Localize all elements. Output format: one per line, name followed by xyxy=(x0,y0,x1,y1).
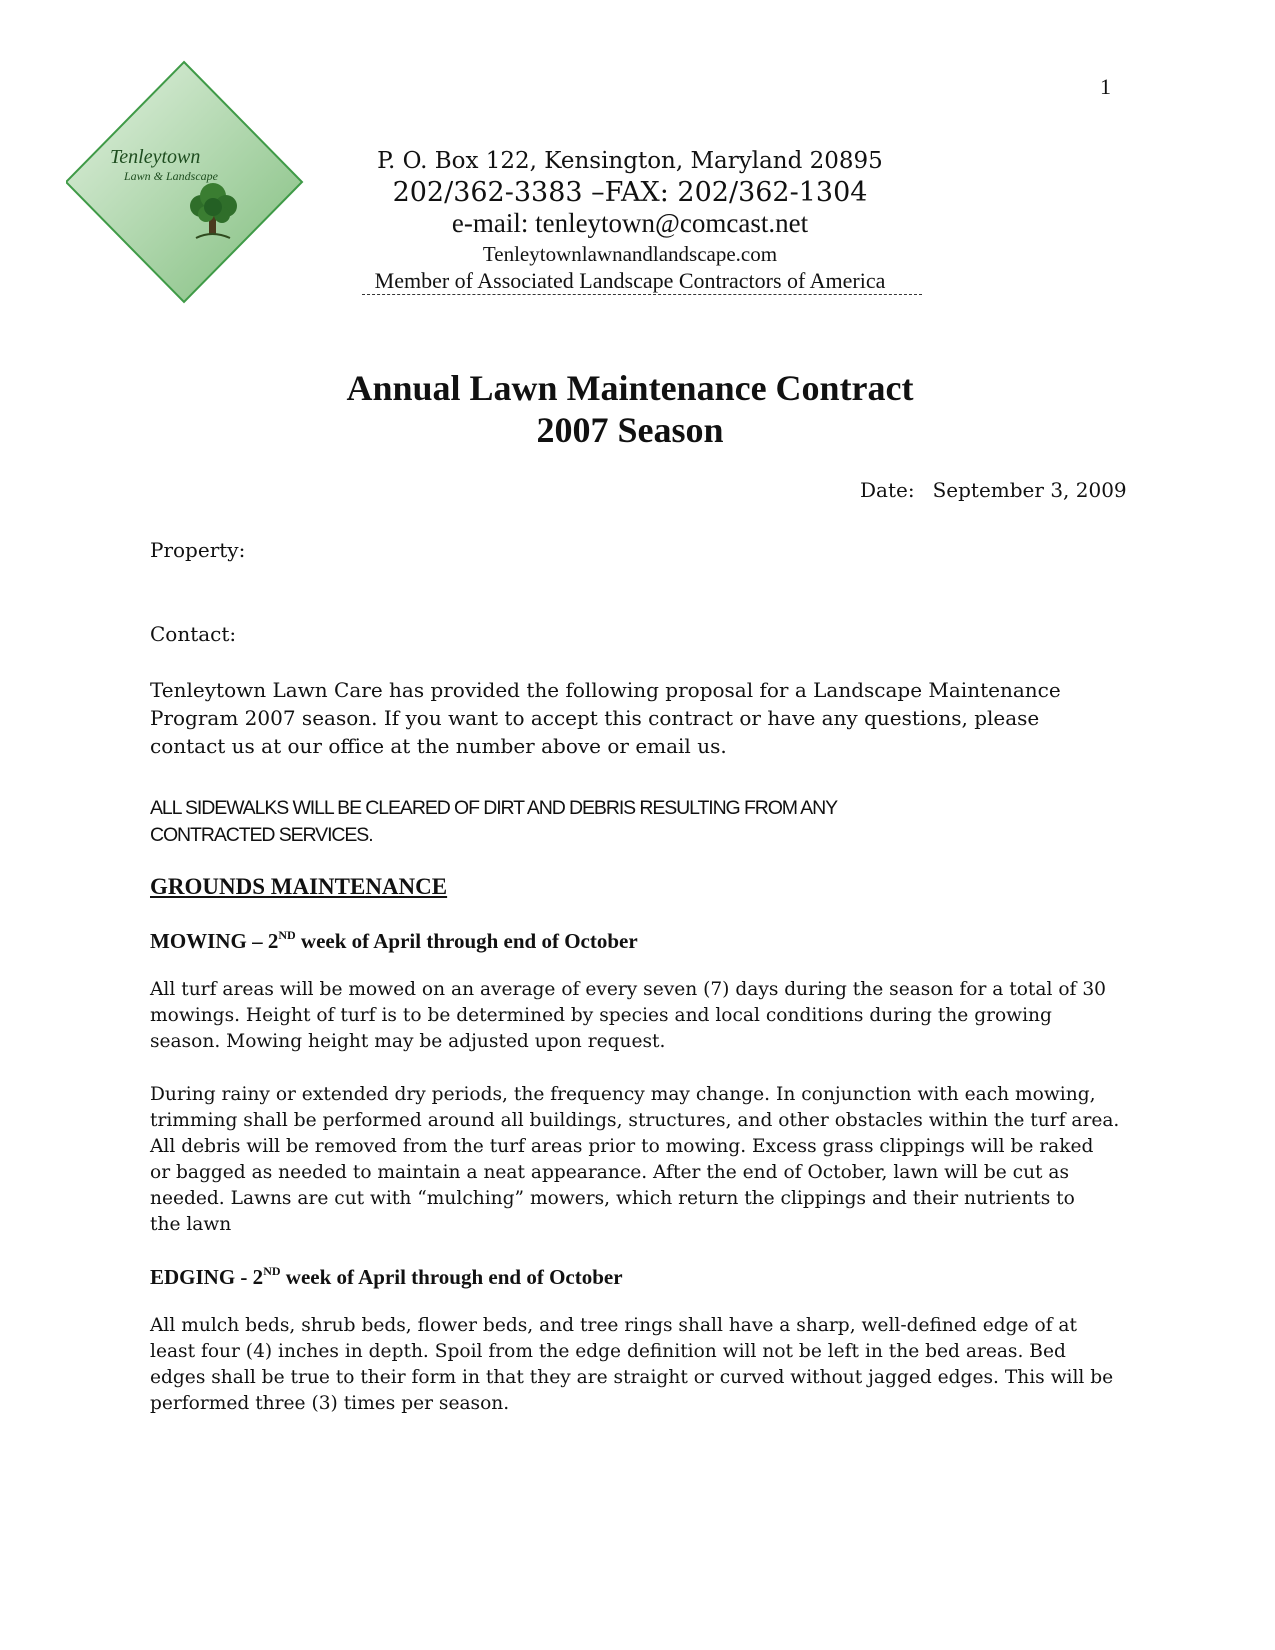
mowing-line: During rainy or extended dry periods, the frequency may change. In conjunction with each mowing, xyxy=(150,1084,1096,1105)
mowing-line: or bagged as needed to maintain a neat appearance. After the end of October, lawn will be cut as xyxy=(150,1162,1070,1183)
document-title: Annual Lawn Maintenance Contract xyxy=(346,368,914,408)
logo-subtitle: Lawn & Landscape xyxy=(124,169,219,183)
mowing-line: mowings. Height of turf is to be determined by species and local conditions during the growing xyxy=(150,1005,1052,1026)
sidewalk-notice xyxy=(150,795,1070,849)
letterhead-address: P. O. Box 122, Kensington, Maryland 20895 xyxy=(377,148,883,174)
mowing-line: All turf areas will be mowed on an average of every seven (7) days during the season for a total of 30 xyxy=(150,979,1106,1000)
edging-line: All mulch beds, shrub beds, flower beds, and tree rings shall have a sharp, well-defined edge of at xyxy=(150,1315,1077,1336)
document-date xyxy=(860,478,1127,502)
date-label: Date: xyxy=(860,478,915,502)
intro-line: Program 2007 season. If you want to accept this contract or have any questions, please xyxy=(150,706,1040,730)
letterhead-website: Tenleytownlawnandlandscape.com xyxy=(482,242,778,266)
property-label: Property: xyxy=(150,538,246,562)
mowing-paragraph-2 xyxy=(150,1082,1140,1238)
letterhead-membership: Member of Associated Landscape Contractors of America xyxy=(374,268,886,293)
mowing-heading-pre: MOWING – 2 xyxy=(150,929,279,953)
company-logo xyxy=(66,60,316,310)
mowing-line: the lawn xyxy=(150,1214,232,1235)
edging-heading-pre: EDGING - 2 xyxy=(150,1265,264,1289)
edging-paragraph xyxy=(150,1313,1140,1417)
mowing-line: All debris will be removed from the turf areas prior to mowing. Excess grass clippings will be raked xyxy=(150,1136,1094,1157)
notice-line: ALL SIDEWALKS WILL BE CLEARED OF DIRT AND DEBRIS RESULTING FROM ANY xyxy=(150,797,837,819)
mowing-heading-sup: ND xyxy=(278,928,296,942)
section-heading: GROUNDS MAINTENANCE xyxy=(150,874,448,899)
page-number: 1 xyxy=(1100,74,1111,99)
letterhead-phone-fax: 202/362-3383 –FAX: 202/362-1304 xyxy=(392,177,868,208)
header-divider xyxy=(362,294,922,295)
date-value: September 3, 2009 xyxy=(932,478,1127,502)
notice-line: CONTRACTED SERVICES. xyxy=(150,824,373,846)
mowing-paragraph-1 xyxy=(150,977,1140,1055)
intro-line: contact us at our office at the number above or email us. xyxy=(150,734,727,758)
mowing-line: needed. Lawns are cut with “mulching” mowers, which return the clippings and their nutrients to xyxy=(150,1188,1075,1209)
mowing-line: season. Mowing height may be adjusted upon request. xyxy=(150,1031,666,1052)
edging-line: edges shall be true to their form in that they are straight or curved without jagged edges. This will be xyxy=(150,1367,1114,1388)
mowing-heading-post: week of April through end of October xyxy=(295,929,638,953)
contact-label: Contact: xyxy=(150,622,237,646)
intro-line: Tenleytown Lawn Care has provided the following proposal for a Landscape Maintenance xyxy=(150,678,1061,702)
edging-line: least four (4) inches in depth. Spoil from the edge definition will not be left in the bed areas. Bed xyxy=(150,1341,1066,1362)
edging-heading-sup: ND xyxy=(263,1264,281,1278)
intro-paragraph xyxy=(150,676,1135,760)
logo-name: Tenleytown xyxy=(110,146,201,168)
edging-heading-post: week of April through end of October xyxy=(280,1265,623,1289)
edging-line: performed three (3) times per season. xyxy=(150,1393,510,1414)
letterhead-email: e-mail: tenleytown@comcast.net xyxy=(451,208,809,238)
edging-heading xyxy=(150,1264,623,1290)
mowing-line: trimming shall be performed around all buildings, structures, and other obstacles within the turf area. xyxy=(150,1110,1120,1131)
document-subtitle: 2007 Season xyxy=(536,410,724,450)
logo-diamond xyxy=(66,60,316,310)
mowing-heading xyxy=(150,928,638,954)
